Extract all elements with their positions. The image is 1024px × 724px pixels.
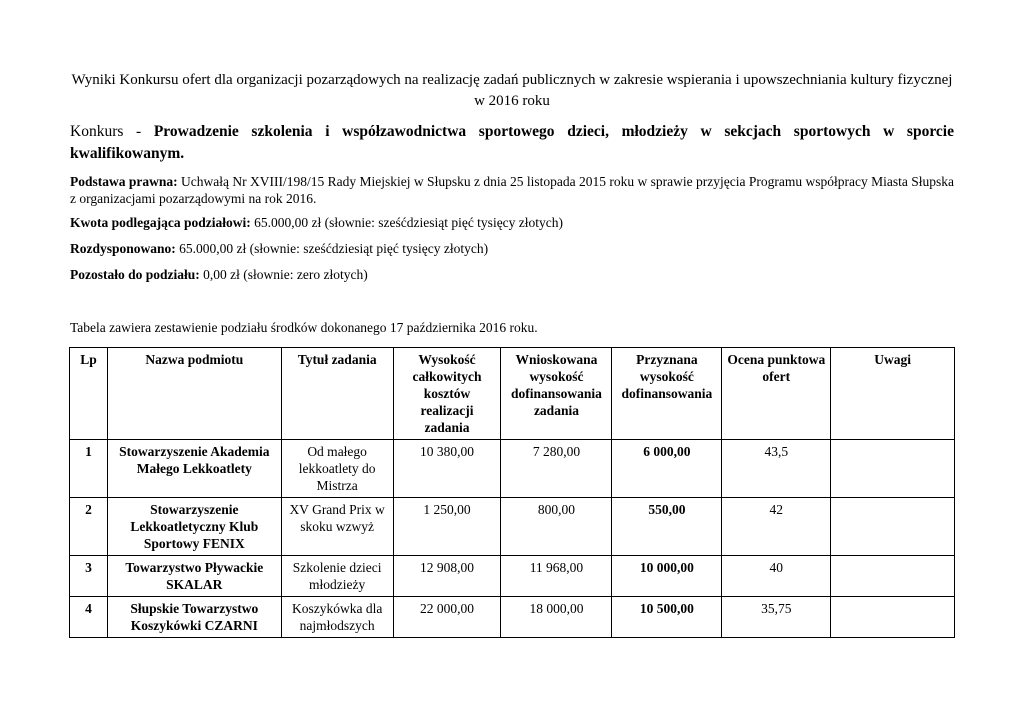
cell-entity-name: Słupskie Towarzystwo Koszykówki CZARNI	[107, 597, 281, 638]
amount-to-distribute-text: 65.000,00 zł (słownie: sześćdziesiąt pięć tysięcy złotych)	[250, 215, 564, 230]
table-row	[70, 597, 955, 638]
remaining-amount	[70, 266, 954, 283]
amount-to-distribute-label: Kwota podlegająca podziałowi:	[70, 215, 251, 230]
header-granted-amount: Przyznana wysokość dofinansowania	[612, 348, 722, 440]
cell-lp: 4	[70, 597, 108, 638]
legal-basis-text: Uchwałą Nr XVIII/198/15 Rady Miejskiej w Słupsku z dnia 25 listopada 2015 roku w sprawie przyjęcia Programu współpracy Miasta Słupska z organizacjami pozarządowymi na rok 2016.	[70, 174, 954, 206]
legal-basis-label: Podstawa prawna:	[70, 174, 178, 189]
cell-lp: 3	[70, 556, 108, 597]
cell-entity-name: Stowarzyszenie Lekkoatletyczny Klub Sportowy FENIX	[107, 498, 281, 556]
cell-total-cost: 12 908,00	[393, 556, 501, 597]
cell-lp: 2	[70, 498, 108, 556]
cell-notes	[831, 498, 955, 556]
header-task-title: Tytuł zadania	[281, 348, 393, 440]
cell-granted-amount: 550,00	[612, 498, 722, 556]
cell-granted-amount: 6 000,00	[612, 440, 722, 498]
remaining-label: Pozostało do podziału:	[70, 267, 200, 282]
cell-score: 43,5	[722, 440, 831, 498]
cell-granted-amount: 10 500,00	[612, 597, 722, 638]
cell-score: 35,75	[722, 597, 831, 638]
cell-total-cost: 22 000,00	[393, 597, 501, 638]
table-intro: Tabela zawiera zestawienie podziału środków dokonanego 17 października 2016 roku.	[70, 320, 538, 335]
header-total-cost: Wysokość całkowitych kosztów realizacji zadania	[393, 348, 501, 440]
table-row	[70, 440, 955, 498]
results-table	[69, 347, 955, 638]
table-row	[70, 556, 955, 597]
cell-task-title: Od małego lekkoatlety do Mistrza	[281, 440, 393, 498]
cell-lp: 1	[70, 440, 108, 498]
cell-total-cost: 10 380,00	[393, 440, 501, 498]
document-title: Wyniki Konkursu ofert dla organizacji pozarządowych na realizację zadań publicznych w zakresie wspierania i upowszechniania kultury fizycznej w 2016 roku	[71, 72, 953, 109]
cell-task-title: Szkolenie dzieci młodzieży	[281, 556, 393, 597]
cell-notes	[831, 556, 955, 597]
cell-requested-amount: 800,00	[501, 498, 612, 556]
cell-task-title: XV Grand Prix w skoku wzwyż	[281, 498, 393, 556]
distributed-amount	[70, 240, 954, 257]
contest-name: Prowadzenie szkolenia i współzawodnictwa sportowego dzieci, młodzieży w sekcjach sportowych w sporcie kwalifikowanym.	[70, 123, 954, 162]
cell-notes	[831, 597, 955, 638]
cell-requested-amount: 7 280,00	[501, 440, 612, 498]
header-notes: Uwagi	[831, 348, 955, 440]
cell-score: 40	[722, 556, 831, 597]
legal-basis	[70, 173, 954, 207]
cell-entity-name: Stowarzyszenie Akademia Małego Lekkoatlety	[107, 440, 281, 498]
cell-notes	[831, 440, 955, 498]
table-header-row	[70, 348, 955, 440]
contest-lead: Konkurs -	[70, 123, 154, 140]
header-score: Ocena punktowa ofert	[722, 348, 831, 440]
amount-to-distribute	[70, 214, 954, 231]
header-entity-name: Nazwa podmiotu	[107, 348, 281, 440]
table-row	[70, 498, 955, 556]
distributed-text: 65.000,00 zł (słownie: sześćdziesiąt pięć tysięcy złotych)	[175, 241, 489, 256]
contest-title	[70, 121, 954, 165]
cell-requested-amount: 11 968,00	[501, 556, 612, 597]
cell-entity-name: Towarzystwo Pływackie SKALAR	[107, 556, 281, 597]
header-lp: Lp	[70, 348, 108, 440]
cell-score: 42	[722, 498, 831, 556]
distributed-label: Rozdysponowano:	[70, 241, 176, 256]
header-requested-amount: Wnioskowana wysokość dofinansowania zadania	[501, 348, 612, 440]
cell-granted-amount: 10 000,00	[612, 556, 722, 597]
remaining-text: 0,00 zł (słownie: zero złotych)	[199, 267, 368, 282]
cell-requested-amount: 18 000,00	[501, 597, 612, 638]
cell-total-cost: 1 250,00	[393, 498, 501, 556]
cell-task-title: Koszykówka dla najmłodszych	[281, 597, 393, 638]
